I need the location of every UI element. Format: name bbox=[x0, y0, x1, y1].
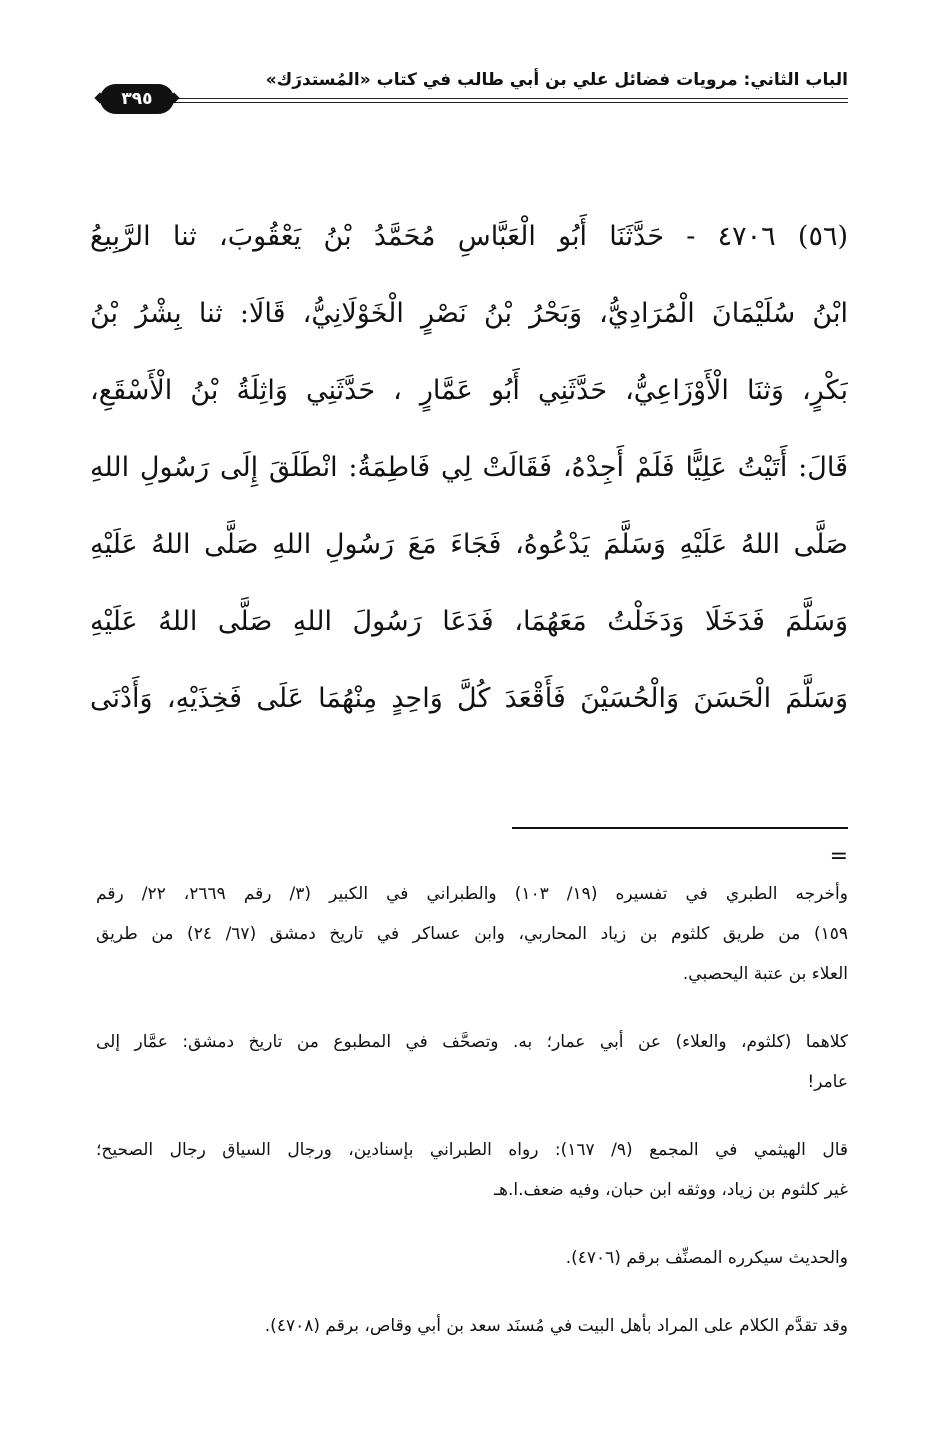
main-text-line: بَكْرٍ، وَثنَا الْأَوْزَاعِيُّ، حَدَّثَنِي أَبُو عَمَّارٍ ، حَدَّثَنِي وَاثِلَةُ بْنُ الْأَسْقَعِ، bbox=[90, 375, 848, 406]
footnote-line: قال الهيثمي في المجمع (٩/ ١٦٧): رواه الطبراني بإسنادين، ورجال السياق رجال الصحيح؛ bbox=[96, 1140, 848, 1160]
main-text-line: صَلَّى اللهُ عَلَيْهِ وَسَلَّمَ يَدْعُوهُ، فَجَاءَ مَعَ رَسُولِ اللهِ صَلَّى اللهُ عَلَيْهِ bbox=[90, 529, 848, 560]
footnote-line: غير كلثوم بن زياد، ووثقه ابن حبان، وفيه ضعف.ا.هـ bbox=[494, 1180, 848, 1200]
footnote-line: عامر! bbox=[807, 1072, 848, 1092]
footnote-paragraph bbox=[96, 1240, 848, 1280]
footnote-paragraph bbox=[96, 1024, 848, 1104]
footnote-separator bbox=[512, 827, 848, 829]
footnote-line: كلاهما (كلثوم، والعلاء) عن أبي عمار؛ به. وتصحَّف في المطبوع من تاريخ دمشق: عمَّار إلى bbox=[96, 1032, 848, 1052]
footnotes bbox=[96, 842, 848, 1376]
footnote-continuation-mark: = bbox=[829, 844, 848, 869]
running-header bbox=[100, 68, 848, 108]
running-title: الباب الثاني: مرويات فضائل علي بن أبي طالب في كتاب «المُستدرَك» bbox=[265, 70, 848, 90]
main-hadith-text bbox=[90, 202, 848, 741]
header-rule-secondary bbox=[172, 102, 848, 103]
footnote-paragraph bbox=[96, 1132, 848, 1212]
footnote-line: وقد تقدَّم الكلام على المراد بأهل البيت في مُسنَد سعد بن أبي وقاص، برقم (٤٧٠٨). bbox=[264, 1316, 848, 1336]
footnote-paragraph bbox=[96, 1308, 848, 1348]
footnote-paragraph bbox=[96, 876, 848, 996]
main-text-line: وَسَلَّمَ الْحَسَنَ وَالْحُسَيْنَ فَأَقْعَدَ كُلَّ وَاحِدٍ مِنْهُمَا عَلَى فَخِذَيْهِ، وَأَدْنَى bbox=[90, 683, 848, 714]
main-text-line: وَسَلَّمَ فَدَخَلَا وَدَخَلْتُ مَعَهُمَا، فَدَعَا رَسُولَ اللهِ صَلَّى اللهُ عَلَيْهِ bbox=[90, 606, 848, 637]
main-text-line: (٥٦) ٤٧٠٦ - حَدَّثَنَا أَبُو الْعَبَّاسِ مُحَمَّدُ بْنُ يَعْقُوبَ، ثنا الرَّبِيعُ bbox=[90, 221, 848, 252]
footnote-line: وأخرجه الطبري في تفسيره (١٩/ ١٠٣) والطبراني في الكبير (٣/ رقم ٢٦٦٩، ٢٢/ رقم bbox=[96, 884, 848, 904]
main-text-line: قَالَ: أَتَيْتُ عَلِيًّا فَلَمْ أَجِدْهُ، فَقَالَتْ لِي فَاطِمَةُ: انْطَلَقَ إِلَى رَسُولِ اللهِ bbox=[90, 452, 848, 483]
header-rule bbox=[172, 98, 848, 99]
page-number-badge: ٣٩٥ bbox=[100, 84, 174, 114]
main-text-line: ابْنُ سُلَيْمَانَ الْمُرَادِيُّ، وَبَحْرُ بْنُ نَصْرٍ الْخَوْلَانِيُّ، قَالَا: ثنا بِشْرُ بْنُ bbox=[90, 298, 848, 329]
footnote-line: والحديث سيكرره المصنِّف برقم (٤٧٠٦). bbox=[565, 1248, 848, 1268]
footnote-line: العلاء بن عتبة اليحصبي. bbox=[682, 964, 848, 984]
footnote-line: ١٥٩) من طريق كلثوم بن زياد المحاربي، وابن عساكر في تاريخ دمشق (٦٧/ ٢٤) من طريق bbox=[96, 924, 848, 944]
